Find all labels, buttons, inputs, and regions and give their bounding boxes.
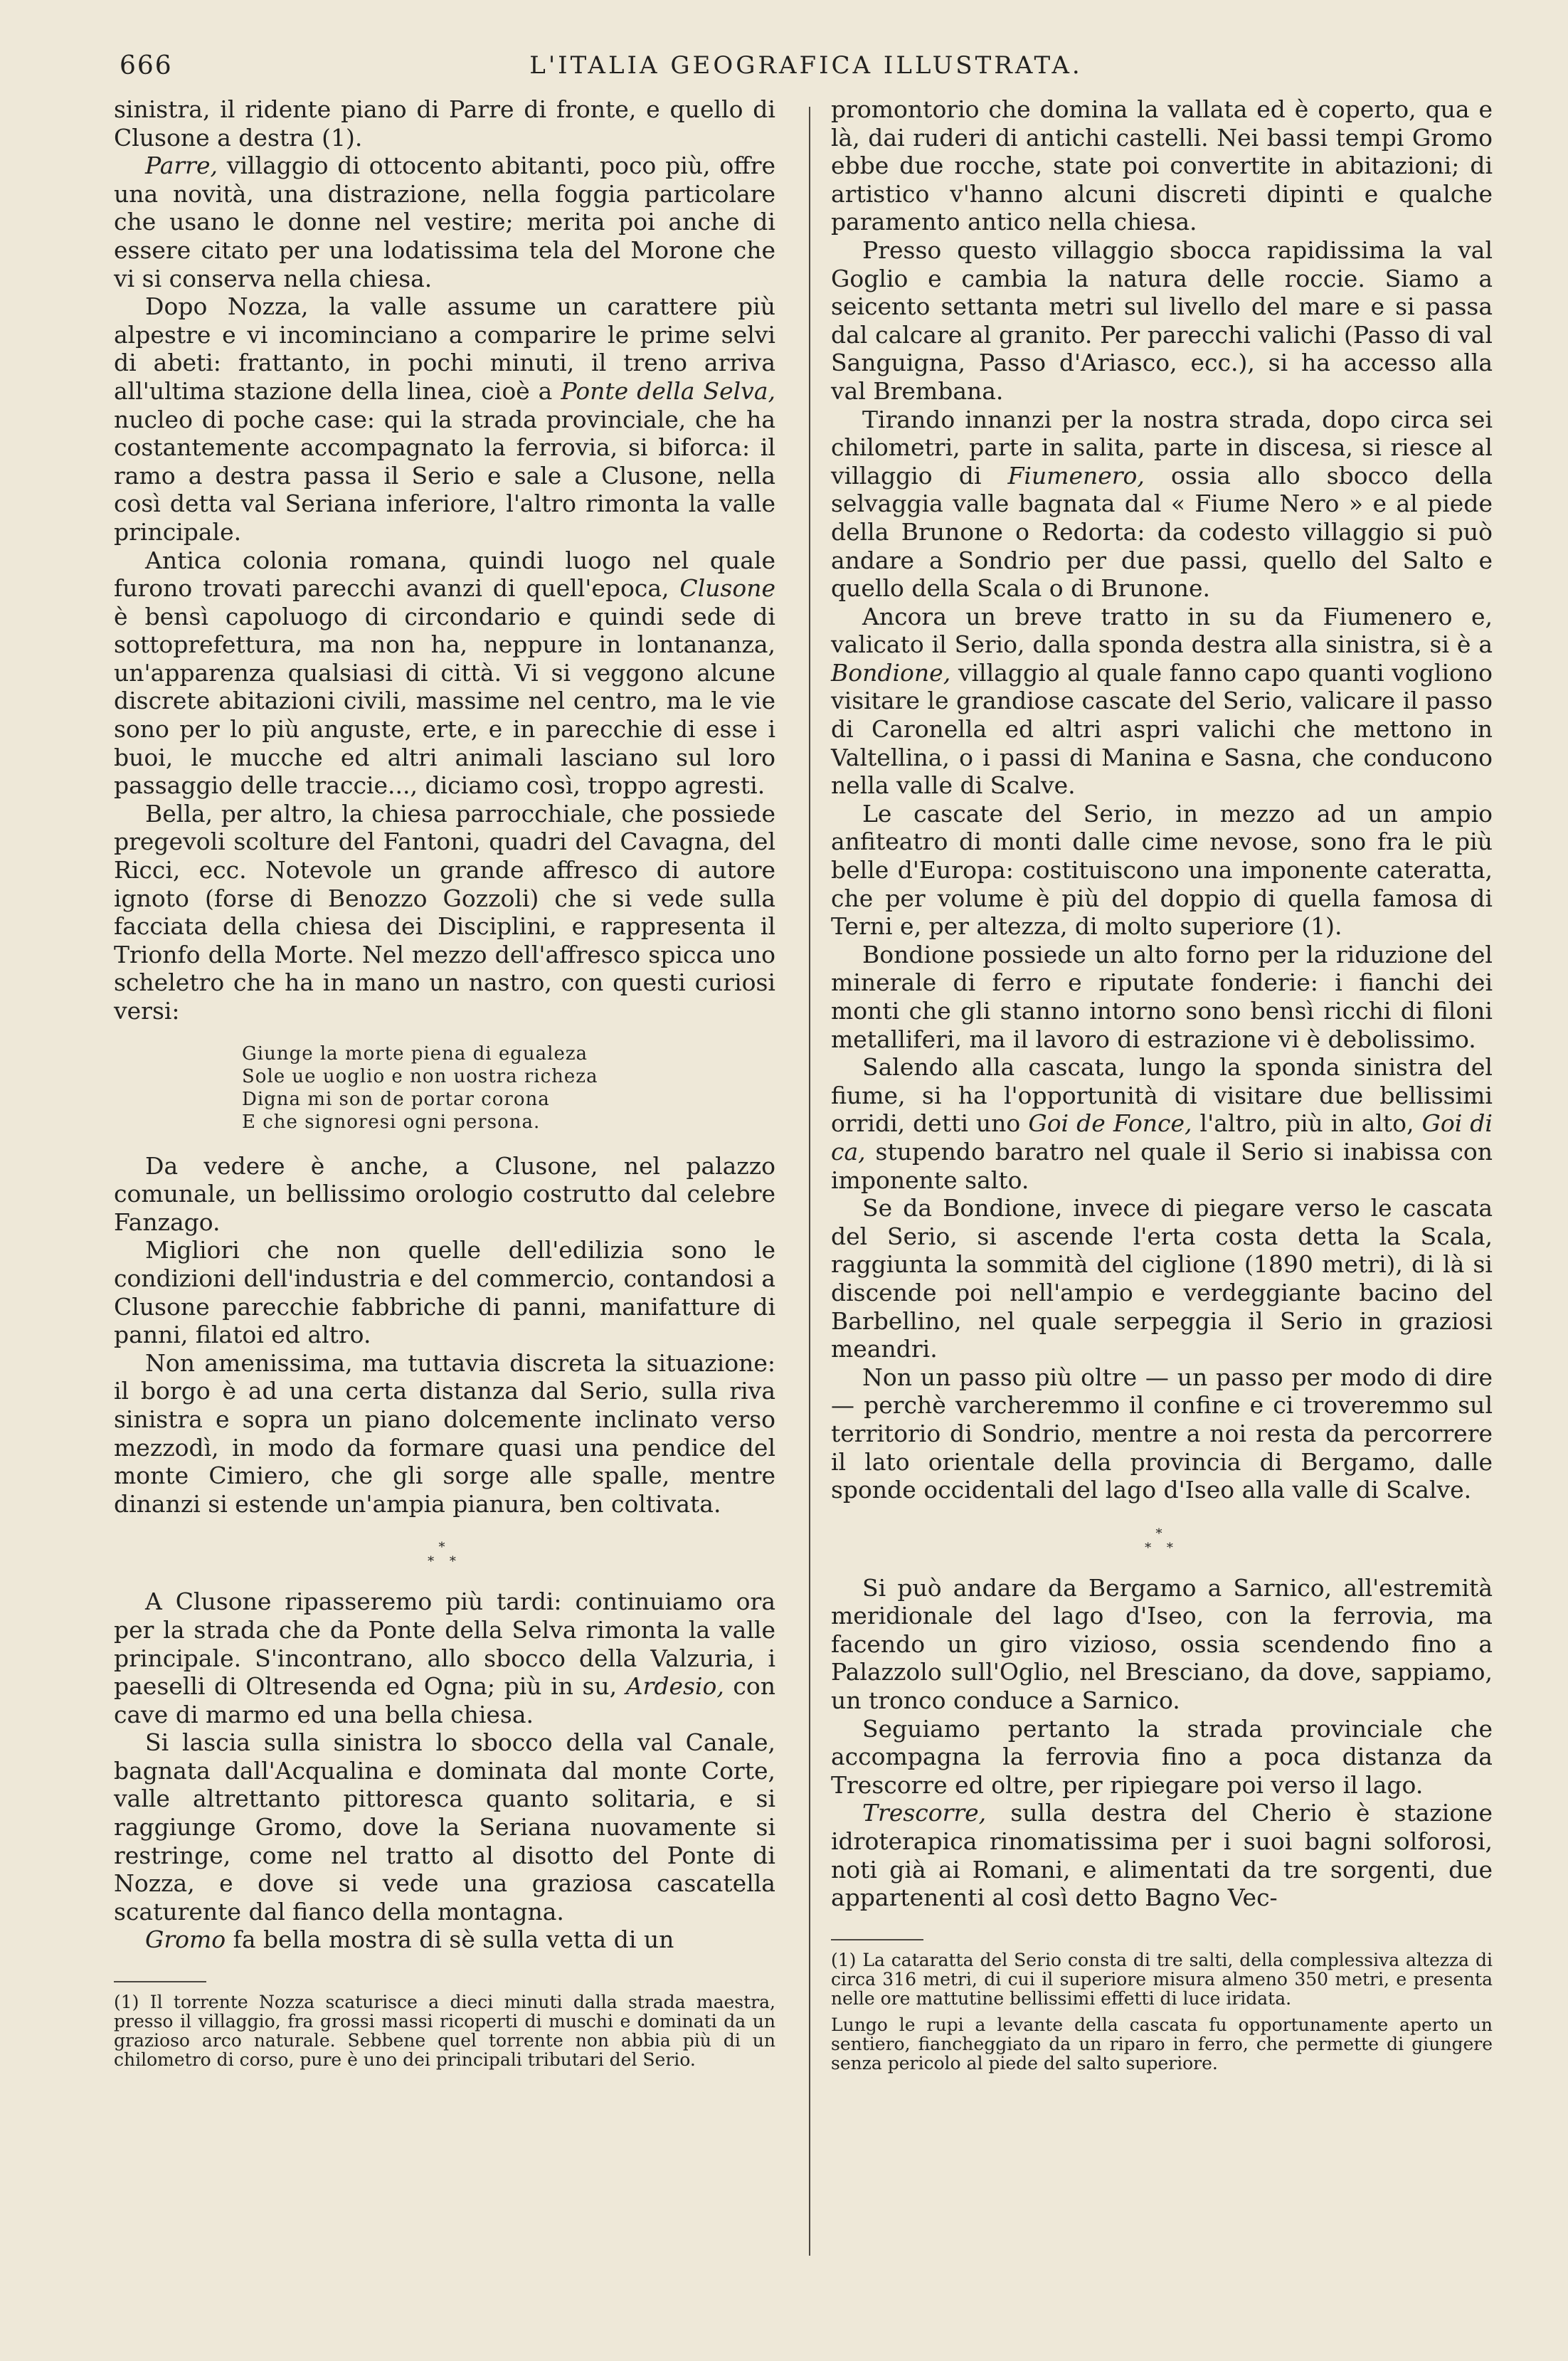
footnote [831,1950,1493,2073]
paragraph-text: villaggio di ottocento abitanti, poco più, offre una novità, una distrazione, nella foggia particolare che usano le donne nel vestire; merita poi anche di essere citato per una lodatissima tela del Morone che vi si conserva nella chiesa. [114,152,775,292]
section-asterism: * * * [1145,1526,1179,1555]
paragraph: Presso questo villaggio sbocca rapidissima la val Goglio e cambia la natura delle roccie. Siamo a seicento settanta metri sul livello del mare e si passa dal calcare al granito. Per parecchi valichi (Passo di val Sanguigna, Passo d'Ariasco, ecc.), si ha accesso alla val Brembana. [831,236,1493,405]
place-name: Goi di ca, [831,1109,1493,1166]
paragraph: Non amenissima, ma tuttavia discreta la situazione: il borgo è ad una certa distanza dal Serio, sulla riva sinistra e sopra un piano dolcemente inclinato verso mezzodì, in modo da formare quasi una pendice del monte Cimiero, che gli sorge alle spalle, mentre dinanzi si estende un'ampia pianura, ben coltivata. [114,1348,775,1518]
paragraph [114,546,775,800]
paragraph-text: con cave di marmo ed una bella chiesa. [114,1672,776,1728]
place-name: Fiumenero, [1007,461,1145,490]
footnote [114,1992,775,2069]
paragraph [114,1926,775,1954]
paragraph: Seguiamo pertanto la strada provinciale che accompagna la ferrovia fino a poca distanza da Trescorre ed oltre, per ripiegare poi verso il lago. [831,1714,1493,1799]
paragraph: Se da Bondione, invece di piegare verso le cascata del Serio, si ascende l'erta costa detta la Scala, raggiunta la sommità del ciglione (1890 metri), di là si discende poi nell'ampio e verdeggiante bacino del Barbellino, nel quale serpeggia il Serio in graziosi meandri. [831,1194,1493,1363]
paragraph: Le cascate del Serio, in mezzo ad un ampio anfiteatro di monti dalle cime nevose, sono fra le più belle d'Europa: costituiscono una imponente cateratta, che per volume è più del doppio di quella famosa di Terni e, per altezza, di molto superiore (1). [831,799,1493,941]
paragraph: Si può andare da Bergamo a Sarnico, all'estremità meridionale del lago d'Iseo, con la ferrovia, ma facendo un giro vizioso, ossia scendendo fino a Palazzolo sull'Oglio, nel Bresciano, da dove, sappiamo, un tronco conduce a Sarnico. [831,1573,1493,1715]
section-asterism: * * * [428,1540,462,1570]
footnote-text: Lungo le rupi a levante della cascata fu opportunamente aperto un sentiero, fiancheggiato da un riparo in ferro, che permette di giungere senza pericolo al piede del salto superiore. [831,2014,1493,2074]
paragraph: Non un passo più oltre — un passo per modo di dire — perchè varcheremmo il confine e ci troveremmo sul territorio di Sondrio, mentre a noi resta da percorrere il lato orientale della provincia di Bergamo, dalle sponde occidentali del lago d'Iseo alla valle di Scalve. [831,1363,1493,1504]
paragraph: Migliori che non quelle dell'edilizia sono le condizioni dell'industria e del commercio, contandosi a Clusone parecchie fabbriche di panni, manifatture di panni, filatoi ed altro. [114,1236,775,1349]
paragraph-text: Tirando innanzi per la nostra strada, dopo circa sei chilometri, parte in salita, parte in discesa, si riesce al villaggio di [831,405,1493,490]
paragraph: Si lascia sulla sinistra lo sbocco della val Canale, bagnata dall'Acqualina e dominata dal monte Corte, valle altrettanto pittoresca quanto solitaria, e si raggiunge Gromo, dove la Seriana nuovamente si restringe, come nel tratto al disotto del Ponte di Nozza, e dove si vede una graziosa cascatella scaturente dal fianco della montagna. [114,1728,775,1926]
paragraph-text: sulla destra del Cherio è stazione idroterapica rinomatissima per i suoi bagni solforosi, noti già ai Romani, e alimentati da tre sorgenti, due appartenenti al così detto Bagno Vec- [831,1799,1493,1912]
paragraph-text: ossia allo sbocco della selvaggia valle bagnata dal « Fiume Nero » e al piede della Brunone o Redorta: da codesto villaggio si può andare a Sondrio per due passi, quello del Salto e quello della Scala o di Brunone. [831,461,1493,603]
poem-quote [242,1042,775,1134]
paragraph [114,1588,775,1728]
paragraph [114,152,775,292]
footnote-rule [114,1981,206,1982]
poem-line: Sole ue uoglio e non uostra richeza [242,1065,598,1087]
paragraph-text: Ancora un breve tratto in su da Fiumenero e, valicato il Serio, dalla sponda destra alla sinistra, si è a [831,602,1493,659]
place-name: Goi de Fonce, [1028,1109,1192,1138]
column-divider [809,107,810,2256]
paragraph: promontorio che domina la vallata ed è coperto, qua e là, dai ruderi di antichi castelli. Nei bassi tempi Gromo ebbe due rocche, state poi convertite in abitazioni; di artistico v'hanno alcuni discreti dipinti e qualche paramento antico nella chiesa. [831,95,1493,236]
paragraph [831,1799,1493,1911]
poem-line: Digna mi son de portar corona [242,1088,550,1110]
place-name: Gromo [145,1926,226,1954]
footnote-text: (1) Il torrente Nozza scaturisce a dieci minuti dalla strada maestra, presso il villaggio, fra grossi massi ricoperti di muschi e dominati da un grazioso arco naturale. Sebbene quel torrente non abbia più di un chilometro di corso, pure è uno dei principali tributari del Serio. [114,1992,775,2071]
page-number: 666 [120,51,173,80]
running-title: L'ITALIA GEOGRAFICA ILLUSTRATA. [529,51,1083,80]
footnote-rule [831,1939,923,1940]
paragraph-text: è bensì capoluogo di circondario e quindi sede di sottoprefettura, ma non ha, neppure in lontananza, un'apparenza qualsiasi di città. Vi si veggono alcune discrete abitazioni civili, massime nel centro, ma le vie sono per lo più anguste, erte, e in parecchie di esse i buoi, le mucche ed altri animali lasciano sul loro passaggio delle traccie..., diciamo così, troppo agresti. [114,602,775,800]
paragraph [831,603,1493,800]
place-name: Bondione, [831,658,951,687]
paragraph-text: villaggio al quale fanno capo quanti vogliono visitare le grandiose cascate del Serio, valicare il passo di Caronella ed altri aspri valichi che mettono in Valtellina, o i passi di Manina e Sasna, che conducono nella valle di Scalve. [831,658,1493,800]
paragraph: Bella, per altro, la chiesa parrocchiale, che possiede pregevoli scolture del Fantoni, quadri del Cavagna, del Ricci, ecc. Notevole un grande affresco di autore ignoto (forse di Benozzo Gozzoli) che si vede sulla facciata della chiesa dei Disciplini, e rappresenta il Trionfo della Morte. Nel mezzo dell'affresco spicca uno scheletro che ha in mano un nastro, con questi curiosi versi: [114,799,775,1025]
place-name: Clusone [679,574,775,603]
footnote-text: (1) La cataratta del Serio consta di tre salti, della complessiva altezza di circa 316 metri, di cui il superiore misura almeno 350 metri, e presenta nelle ore mattutine bellissimi effetti di luce iridata. [831,1949,1493,2009]
poem-line: Giunge la morte piena di egualeza [242,1042,588,1065]
poem-line: E che signoresi ogni persona. [242,1111,541,1133]
place-name: Trescorre, [862,1799,987,1827]
paragraph [114,292,775,546]
running-head [120,51,1493,87]
place-name: Ardesio, [625,1672,724,1701]
paragraph-text: Salendo alla cascata, lungo la sponda sinistra del fiume, si ha l'opportunità di visitare due bellissimi orridi, detti uno [831,1053,1493,1138]
paragraph-text: A Clusone ripasseremo più tardi: continuiamo ora per la strada che da Ponte della Selva rimonta la valle principale. S'incontrano, allo sbocco della Valzuria, i paeselli di Oltresenda ed Ogna; più in su, [114,1588,775,1701]
paragraph-text: l'altro, più in alto, [1192,1109,1422,1138]
paragraph: sinistra, il ridente piano di Parre di fronte, e quello di Clusone a destra (1). [114,95,775,152]
paragraph-text: stupendo baratro nel quale il Serio si inabissa con imponente salto. [831,1137,1493,1194]
paragraph: Bondione possiede un alto forno per la riduzione del minerale di ferro e riputate fonderie: i fianchi dei monti che gli stanno intorno sono bensì ricchi di filoni metalliferi, ma il lavoro di estrazione vi è debolissimo. [831,940,1493,1053]
place-name: Ponte della Selva, [561,376,775,405]
paragraph [831,1053,1493,1194]
paragraph-text: Dopo Nozza, la valle assume un carattere più alpestre e vi incominciano a comparire le prime selvi di abeti: frattanto, in pochi minuti, il treno arriva all'ultima stazione della linea, cioè a [114,292,775,405]
paragraph-text: nucleo di poche case: qui la strada provinciale, che ha costantemente accompagnato la ferrovia, si biforca: il ramo a destra passa il Serio e sale a Clusone, nella così detta val Seriana inferiore, l'altro rimonta la valle principale. [114,405,775,546]
paragraph-text: fa bella mostra di sè sulla vetta di un [226,1926,674,1954]
place-name: Parre, [145,152,218,180]
paragraph-text: Antica colonia romana, quindi luogo nel quale furono trovati parecchi avanzi di quell'epoca, [114,546,775,603]
left-column [114,95,775,2069]
paragraph [831,406,1493,603]
paragraph: Da vedere è anche, a Clusone, nel palazzo comunale, un bellissimo orologio costrutto dal celebre Fanzago. [114,1151,775,1236]
right-column [831,95,1493,2073]
